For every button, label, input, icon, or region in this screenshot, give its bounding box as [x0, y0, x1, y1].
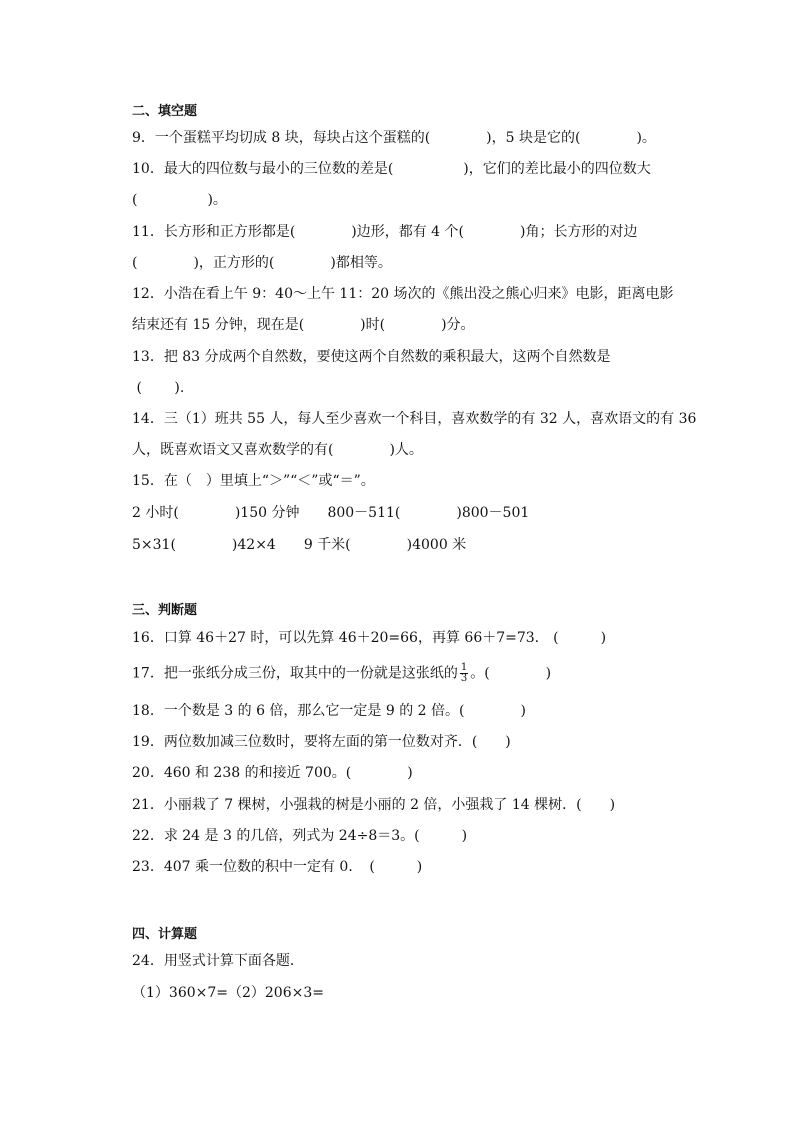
fraction-denominator: 3	[460, 673, 468, 684]
question-17	[132, 663, 551, 684]
section-heading-calculation: 四、计算题	[132, 927, 198, 942]
question-12-line-1: 12．小浩在看上午 9：40～上午 11：20 场次的《熊出没之熊心归来》电影，距离电影	[132, 286, 674, 302]
section-heading-fill-blank: 二、填空题	[132, 104, 198, 119]
question-13-line-2: ( ).	[132, 380, 185, 396]
question-24: 24．用竖式计算下面各题．	[132, 953, 304, 969]
question-9: 9．一个蛋糕平均切成 8 块，每块占这个蛋糕的( )，5 块是它的( )。	[132, 130, 656, 146]
question-16: 16．口算 46＋27 时，可以先算 46＋20=66，再算 66＋7=73. ( )	[132, 630, 607, 646]
question-10-line-1: 10．最大的四位数与最小的三位数的差是( )，它们的差比最小的四位数大	[132, 161, 651, 177]
question-19: 19．两位数加减三位数时，要将左面的第一位数对齐．( )	[132, 734, 511, 750]
fraction-numerator: 1	[460, 662, 468, 673]
question-22: 22．求 24 是 3 的几倍，列式为 24÷8＝3。( )	[132, 828, 468, 844]
question-18: 18．一个数是 3 的 6 倍，那么它一定是 9 的 2 倍。( )	[132, 703, 526, 719]
question-21: 21．小丽栽了 7 棵树，小强栽的树是小丽的 2 倍，小强栽了 14 棵树．( )	[132, 797, 616, 813]
question-11-line-2: ( )，正方形的( )都相等。	[132, 255, 392, 271]
question-15: 15．在（ ）里填上“＞”“＜”或“＝”。	[132, 473, 375, 489]
question-14-line-2: 人，既喜欢语文又喜欢数学的有( )人。	[132, 442, 423, 458]
question-17-text: 17．把一张纸分成三份，取其中的一份就是这张纸的	[132, 665, 458, 682]
question-11-line-1: 11．长方形和正方形都是( )边形，都有 4 个( )角；长方形的对边	[132, 224, 638, 240]
question-23: 23．407 乘一位数的积中一定有 0． ( )	[132, 859, 423, 875]
question-12-line-2: 结束还有 15 分钟，现在是( )时( )分。	[132, 317, 475, 333]
question-20: 20．460 和 238 的和接近 700。( )	[132, 765, 413, 781]
question-10-line-2: ( )。	[132, 192, 227, 208]
question-15-row-1: 2 小时( )150 分钟 800－511( )800－501	[132, 505, 530, 521]
question-13-line-1: 13．把 83 分成两个自然数，要使这两个自然数的乘积最大，这两个自然数是	[132, 349, 611, 365]
question-17-tail: 。( )	[470, 665, 552, 682]
question-14-line-1: 14．三（1）班共 55 人，每人至少喜欢一个科目，喜欢数学的有 32 人，喜欢语文的有 36	[132, 411, 697, 427]
question-15-row-2: 5×31( )42×4 9 千米( )4000 米	[132, 537, 467, 553]
fraction-one-third	[460, 663, 468, 684]
section-heading-judgement: 三、判断题	[132, 603, 198, 618]
question-24-items: （1）360×7=（2）206×3=	[132, 985, 324, 1001]
